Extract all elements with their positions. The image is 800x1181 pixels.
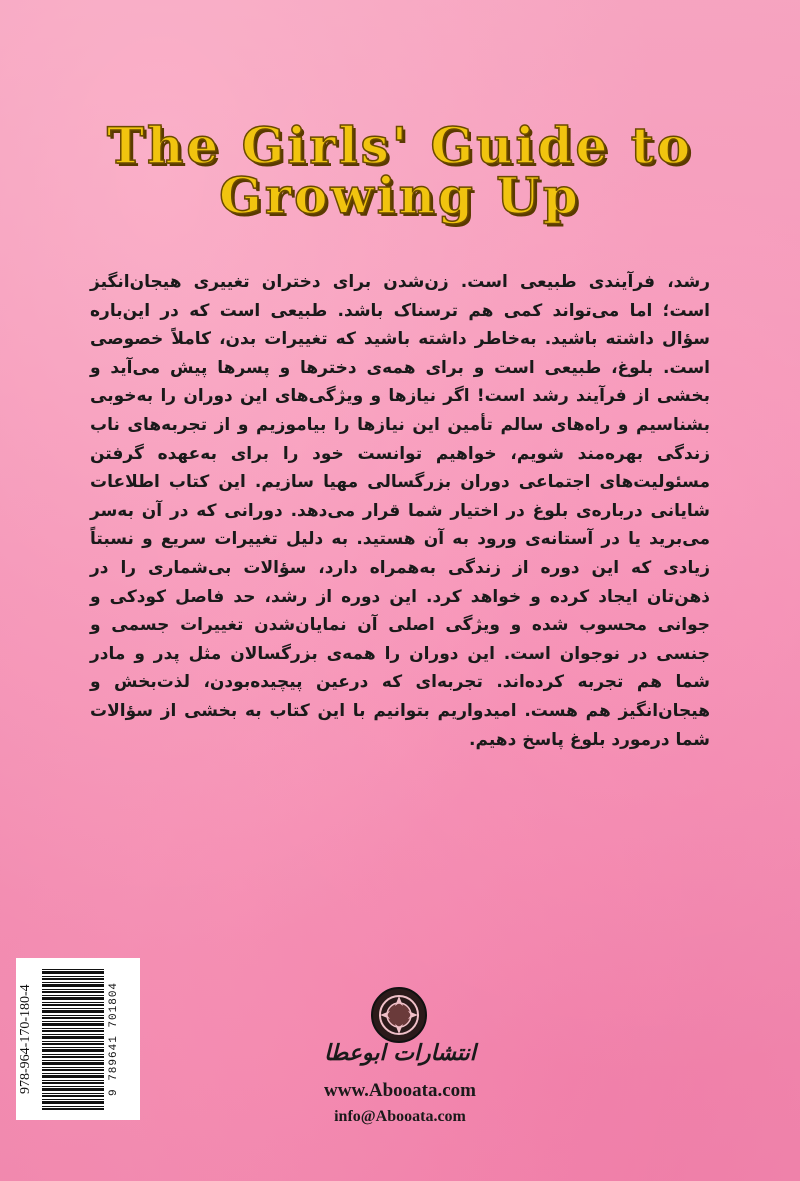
publisher-website[interactable]: www.Abooata.com: [324, 1080, 476, 1101]
isbn-barcode: [16, 958, 140, 1120]
publisher-emblem-icon: [368, 984, 430, 1046]
barcode-digits: 9 789641 701804: [108, 981, 120, 1097]
publisher-name: انتشارات ابوعطا: [324, 1040, 476, 1066]
book-description: رشد، فرآیندی طبیعی است. زن‌شدن برای دختران تغییری هیجان‌انگیز است؛ اما می‌تواند کمی هم ترسناک باشد. طبیعی است که در این‌باره سؤال داشته باشید. به‌خاطر داشته باشید که تغییرات بدن، کاملاً خصوصی است. بلوغ، طبیعی است و برای همه‌ی دخترها و پسرها پیش می‌آید و بخشی از فرآیند رشد است! اگر نیازها و ویژگی‌های این دوران را به‌خوبی بشناسیم و راه‌های سالم تأمین این نیازها را بیاموزیم و از تجربه‌های ناب زندگی بهره‌مند شویم، خواهیم توانست خود را برای به‌عهده گرفتن مسئولیت‌های اجتماعی دوران بزرگسالی مهیا سازیم. این کتاب اطلاعات شایانی درباره‌ی بلوغ در اختیار شما قرار می‌دهد. دورانی که در آن به‌سر می‌برید یا در آستانه‌ی ورود به آن هستید. به دلیل تغییرات سریع و نسبتاً زیادی که این دوره از زندگی به‌همراه دارد، سؤالات بی‌شماری را در ذهن‌تان ایجاد کرده و خواهد کرد. این دوره از رشد، حد فاصل کودکی و جوانی محسوب شده و ویژگی اصلی آن نمایان‌شدن تغییرات جسمی و جنسی در نوجوان است. این دوران را همه‌ی بزرگسالان مثل پدر و مادر شما هم تجربه کرده‌اند. تجربه‌ای که درعین پیچیده‌بودن، لذت‌بخش و هیجان‌انگیز هم هست. امیدواریم بتوانیم با این کتاب به بخشی از سؤالات شما درمورد بلوغ پاسخ دهیم.: [90, 272, 710, 750]
book-title-line-2: Growing Up: [219, 166, 581, 225]
barcode-icon: [42, 968, 104, 1110]
isbn-number: 978-964-170-180-4: [18, 984, 33, 1094]
publisher-email[interactable]: info@Abooata.com: [334, 1108, 466, 1125]
book-title-line-1: The Girls' Guide to: [106, 116, 694, 175]
